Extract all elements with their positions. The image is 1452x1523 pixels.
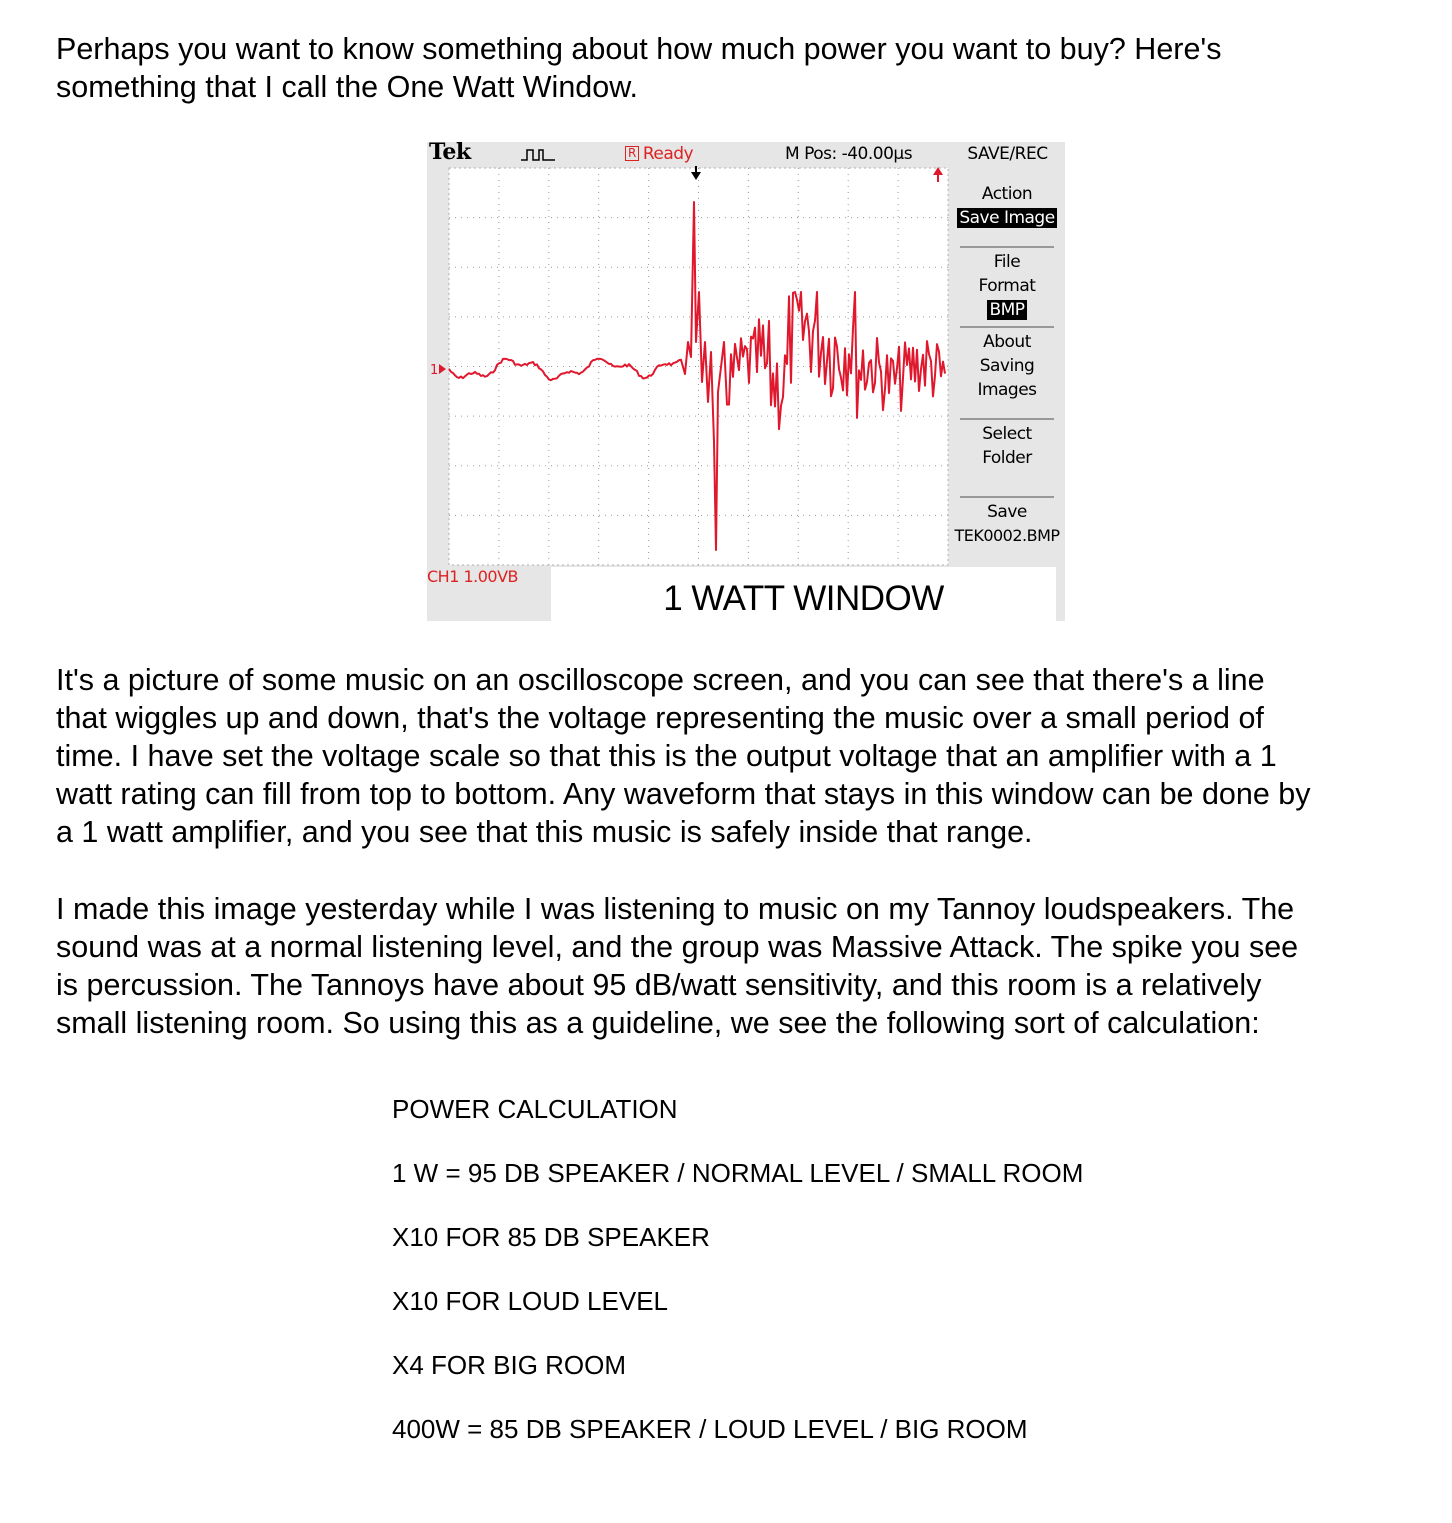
- run-state-icon: R: [625, 146, 639, 161]
- paragraph-line: I made this image yesterday while I was listening to music on my Tannoy loudspeakers. The: [56, 892, 1295, 926]
- trigger-icon: [519, 146, 559, 164]
- channel-readout: CH1 1.00VB: [427, 567, 519, 586]
- horizontal-position: M Pos: -40.00µs: [785, 144, 913, 164]
- menu-label: Save: [987, 502, 1027, 522]
- paragraph-line: It's a picture of some music on an oscilloscope screen, and you can see that there's a line: [56, 663, 1265, 697]
- paragraph-line: small listening room. So using this as a guideline, we see the following sort of calculation:: [56, 1006, 1260, 1040]
- context-paragraph: [56, 890, 1446, 1042]
- paragraph-line: a 1 watt amplifier, and you see that this music is safely inside that range.: [56, 815, 1033, 849]
- menu-about-saving[interactable]: [957, 330, 1057, 402]
- channel-marker: 1: [430, 363, 439, 378]
- explanation-paragraph: [56, 661, 1446, 851]
- menu-title: SAVE/REC: [967, 144, 1048, 164]
- menu-label: Action: [981, 184, 1033, 204]
- paragraph-line: that wiggles up and down, that's the voltage representing the music over a small period of: [56, 701, 1264, 735]
- intro-line: something that I call the One Watt Window.: [56, 70, 639, 104]
- calc-line: 1 W = 95 DB SPEAKER / NORMAL LEVEL / SMALL ROOM: [392, 1158, 1084, 1188]
- calc-line: X10 FOR LOUD LEVEL: [392, 1286, 668, 1316]
- menu-label: About: [983, 332, 1031, 352]
- calc-line: X4 FOR BIG ROOM: [392, 1350, 627, 1380]
- paragraph-line: is percussion. The Tannoys have about 95 dB/watt sensitivity, and this room is a relatively: [56, 968, 1262, 1002]
- paragraph-line: time. I have set the voltage scale so that this is the output voltage that an amplifier with a 1: [56, 739, 1277, 773]
- menu-label: Select: [982, 424, 1032, 444]
- calc-line: 400W = 85 DB SPEAKER / LOUD LEVEL / BIG ROOM: [392, 1414, 1028, 1444]
- caption-panel: [551, 567, 1056, 621]
- menu-value: TEK0002.BMP: [954, 526, 1060, 545]
- brand-logo: Tek: [429, 139, 471, 165]
- oscilloscope-screenshot: [427, 139, 1065, 621]
- paragraph-line: watt rating can fill from top to bottom. Any waveform that stays in this window can be done by: [56, 777, 1311, 811]
- side-menu: [950, 142, 1065, 567]
- paragraph-line: sound was at a normal listening level, and the group was Massive Attack. The spike you see: [56, 930, 1299, 964]
- menu-label: Folder: [982, 448, 1032, 468]
- menu-select-folder[interactable]: [957, 422, 1057, 470]
- menu-label: Images: [977, 380, 1037, 400]
- acquisition-status: [625, 144, 693, 164]
- menu-action[interactable]: [957, 182, 1057, 230]
- menu-save[interactable]: [954, 500, 1060, 548]
- menu-file-format[interactable]: [957, 250, 1057, 322]
- menu-label: Format: [978, 276, 1036, 296]
- menu-value: Save Image: [959, 208, 1055, 228]
- menu-value: BMP: [989, 300, 1025, 320]
- intro-paragraph: [56, 30, 1446, 106]
- intro-line: Perhaps you want to know something about how much power you want to buy? Here's: [56, 32, 1222, 66]
- figure-caption: 1 WATT WINDOW: [663, 579, 944, 618]
- menu-label: File: [993, 252, 1021, 272]
- menu-label: Saving: [979, 356, 1035, 376]
- calc-title: POWER CALCULATION: [392, 1094, 678, 1124]
- status-text: Ready: [642, 144, 694, 164]
- calc-line: X10 FOR 85 DB SPEAKER: [392, 1222, 710, 1252]
